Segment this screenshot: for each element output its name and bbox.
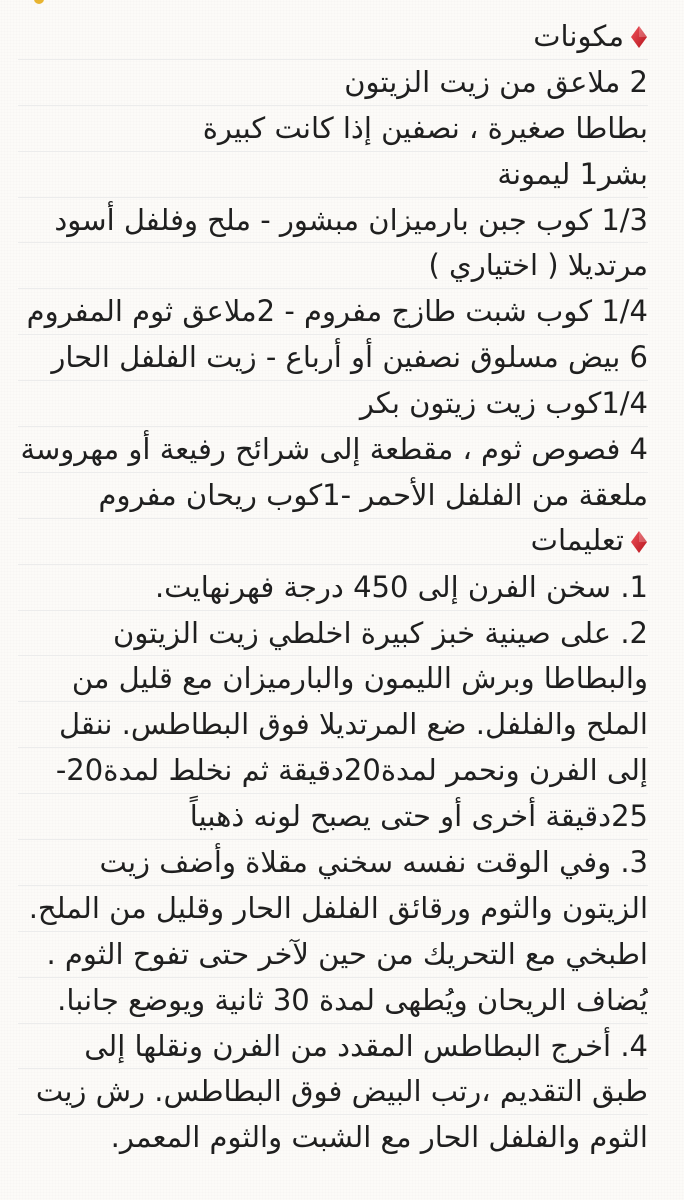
instruction-line: اطبخي مع التحريك من حين لآخر حتى تفوح الثوم . — [18, 932, 648, 978]
red-diamond-icon — [630, 25, 648, 49]
red-diamond-icon — [630, 530, 648, 554]
ingredient-line: بطاطا صغيرة ، نصفين إذا كانت كبيرة — [18, 106, 648, 152]
ingredient-line: بشر1 ليمونة — [18, 152, 648, 198]
instruction-line: 2. على صينية خبز كبيرة اخلطي زيت الزيتون — [18, 611, 648, 657]
instruction-line: 4. أخرج البطاطس المقدد من الفرن ونقلها إلى — [18, 1024, 648, 1070]
instruction-line: والبطاطا وبرش الليمون والبارميزان مع قليل من — [18, 656, 648, 702]
instruction-line: إلى الفرن ونحمر لمدة20دقيقة ثم نخلط لمدة20- — [18, 748, 648, 794]
ingredient-line: 2 ملاعق من زيت الزيتون — [18, 60, 648, 106]
instructions-heading: تعليمات — [530, 523, 624, 558]
ingredients-heading-row — [18, 14, 648, 60]
ingredient-line: 1/4كوب زيت زيتون بكر — [18, 381, 648, 427]
ingredient-line: مرتديلا ( اختياري ) — [18, 243, 648, 289]
instruction-line: طبق التقديم ،رتب البيض فوق البطاطس. رش زيت — [18, 1069, 648, 1115]
ingredients-heading: مكونات — [533, 18, 624, 53]
instruction-line: 3. وفي الوقت نفسه سخني مقلاة وأضف زيت — [18, 840, 648, 886]
instruction-line: 25دقيقة أخرى أو حتى يصبح لونه ذهبياً — [18, 794, 648, 840]
yellow-dot-icon — [34, 0, 44, 4]
ingredient-line: 1/4 كوب شبت طازج مفروم - 2ملاعق ثوم المفروم — [18, 289, 648, 335]
ingredient-line: 6 بيض مسلوق نصفين أو أرباع - زيت الفلفل الحار — [18, 335, 648, 381]
ingredient-line: 4 فصوص ثوم ، مقطعة إلى شرائح رفيعة أو مهروسة — [18, 427, 648, 473]
instruction-line: الزيتون والثوم ورقائق الفلفل الحار وقليل من الملح. — [18, 886, 648, 932]
instruction-line: الثوم والفلفل الحار مع الشبت والثوم المعمر. — [110, 1120, 648, 1155]
instructions-heading-row — [18, 519, 648, 565]
instruction-line: يُضاف الريحان ويُطهى لمدة 30 ثانية ويوضع جانبا. — [18, 978, 648, 1024]
instruction-line: 1. سخن الفرن إلى 450 درجة فهرنهايت. — [18, 565, 648, 611]
instruction-line: الملح والفلفل. ضع المرتديلا فوق البطاطس. ننقل — [18, 702, 648, 748]
ingredient-line: ملعقة من الفلفل الأحمر -1كوب ريحان مفروم — [18, 473, 648, 519]
ingredient-line: 1/3 كوب جبن بارميزان مبشور - ملح وفلفل أسود — [18, 198, 648, 244]
